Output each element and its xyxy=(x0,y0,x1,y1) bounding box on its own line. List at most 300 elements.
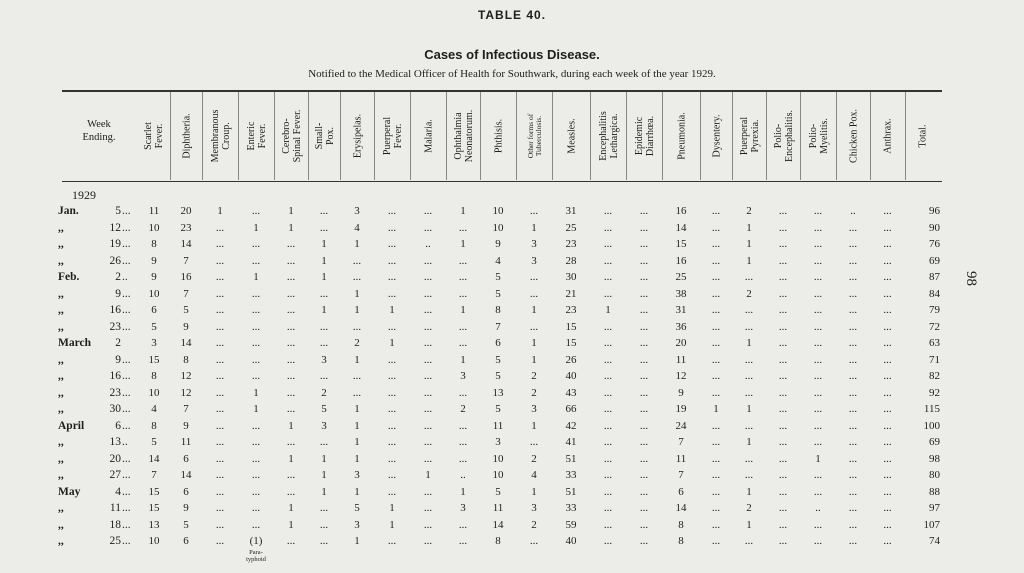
week-ending-cell xyxy=(58,484,138,500)
table-row xyxy=(0,434,1024,450)
table-cell: 15 xyxy=(148,485,160,498)
table-cell: ... xyxy=(423,337,433,349)
day-label: 12 xyxy=(109,221,121,234)
table-row xyxy=(0,401,1024,417)
table-cell: ... xyxy=(813,370,823,382)
table-cell: ... xyxy=(319,535,329,547)
table-cell: ... xyxy=(423,452,433,465)
table-cell: ... xyxy=(603,502,613,514)
table-cell: ... xyxy=(883,403,892,415)
table-cell: ... xyxy=(458,254,468,267)
table-cell: ... xyxy=(603,320,613,333)
week-ending-cell xyxy=(58,286,138,302)
table-cell: ... xyxy=(387,353,397,366)
table-cell: 1 xyxy=(746,518,752,531)
table-cell: ... xyxy=(319,205,329,217)
table-cell: ... xyxy=(423,287,433,300)
table-cell: 5 xyxy=(495,485,501,498)
table-cell: ... xyxy=(319,502,329,514)
table-cell: 1 xyxy=(746,337,752,349)
table-cell: ... xyxy=(215,386,225,399)
table-cell: 1 xyxy=(354,535,360,547)
table-cell: ... xyxy=(215,221,225,234)
page-number: 98 xyxy=(963,271,979,286)
table-cell: 7 xyxy=(678,469,684,481)
table-row xyxy=(0,467,1024,483)
table-cell: ... xyxy=(744,320,754,333)
day-label: 6 xyxy=(115,419,121,432)
table-cell: ... xyxy=(778,386,788,399)
table-cell: 1 xyxy=(460,205,466,217)
column-header-label: Puerperal Fever. xyxy=(381,116,404,156)
table-cell: 1 xyxy=(531,485,537,498)
table-cell: ... xyxy=(813,205,823,217)
table-cell: 1 xyxy=(605,304,611,316)
leader-dots: ... xyxy=(122,353,131,366)
table-cell: ... xyxy=(778,485,788,498)
table-cell: .. xyxy=(850,205,856,217)
table-cell: .. xyxy=(815,502,821,514)
column-header-label: Puerperal Pyrexia. xyxy=(738,116,761,156)
column-header-label: Pneumonia. xyxy=(676,112,687,160)
day-label: 16 xyxy=(109,370,121,382)
total-cell: 87 xyxy=(929,271,940,283)
table-cell: 1 xyxy=(288,205,294,217)
table-cell: ... xyxy=(813,353,823,366)
table-cell: 5 xyxy=(354,502,360,514)
week-ending-cell xyxy=(58,253,138,269)
table-cell: ... xyxy=(603,469,613,481)
table-cell: ... xyxy=(286,287,296,300)
table-cell: 1 xyxy=(321,485,327,498)
table-cell: ... xyxy=(603,353,613,366)
table-cell: ... xyxy=(529,287,539,300)
month-label: ,, xyxy=(58,221,64,234)
table-row xyxy=(0,269,1024,285)
column-header xyxy=(870,92,905,180)
month-label: May xyxy=(58,485,81,498)
table-cell: ... xyxy=(352,271,362,283)
table-cell: ... xyxy=(883,205,892,217)
table-cell: ... xyxy=(711,436,721,448)
table-cell: ... xyxy=(883,452,892,465)
table-cell: ... xyxy=(639,304,649,316)
column-header xyxy=(410,92,446,180)
table-cell: ... xyxy=(848,403,858,415)
table-cell: ... xyxy=(813,304,823,316)
table-cell: 12 xyxy=(675,370,687,382)
table-cell: ... xyxy=(458,518,468,531)
table-cell: ... xyxy=(352,320,362,333)
table-cell: 2 xyxy=(354,337,360,349)
table-cell: ... xyxy=(215,304,225,316)
table-cell: ... xyxy=(286,238,296,250)
table-cell: 2 xyxy=(746,205,752,217)
table-cell: ... xyxy=(848,320,858,333)
table-cell: 9 xyxy=(151,271,157,283)
table-cell: 20 xyxy=(675,337,687,349)
week-ending-cell xyxy=(58,220,138,236)
table-cell: ... xyxy=(883,485,892,498)
table-cell: 15 xyxy=(565,337,577,349)
table-cell: 10 xyxy=(492,205,504,217)
table-cell: ... xyxy=(711,353,721,366)
table-cell: ... xyxy=(423,271,433,283)
table-cell: ... xyxy=(423,403,433,415)
column-header xyxy=(766,92,800,180)
table-cell: 3 xyxy=(460,370,466,382)
table-cell: ... xyxy=(778,271,788,283)
month-label: ,, xyxy=(58,370,64,382)
table-cell: ... xyxy=(286,320,296,333)
table-cell: 1 xyxy=(460,485,466,498)
table-cell: 31 xyxy=(565,205,577,217)
table-cell: ... xyxy=(848,221,858,234)
table-cell: ... xyxy=(744,469,754,481)
table-cell: ... xyxy=(813,485,823,498)
table-cell: ... xyxy=(215,320,225,333)
month-label: ,, xyxy=(58,320,64,333)
month-label: Jan. xyxy=(58,205,79,217)
table-cell: 1 xyxy=(746,403,752,415)
table-row xyxy=(0,451,1024,467)
column-header xyxy=(626,92,662,180)
table-cell: 11 xyxy=(180,436,192,448)
table-cell: 2 xyxy=(746,502,752,514)
leader-dots: ... xyxy=(122,304,131,316)
table-cell: 4 xyxy=(151,403,157,415)
table-cell: 1 xyxy=(531,419,537,432)
table-cell: 4 xyxy=(531,469,537,481)
month-label: ,, xyxy=(58,535,64,547)
table-cell: ... xyxy=(848,386,858,399)
table-cell: ... xyxy=(813,221,823,234)
table-cell: ... xyxy=(639,287,649,300)
total-cell: 71 xyxy=(929,353,940,366)
day-label: 25 xyxy=(109,535,121,547)
table-cell: 10 xyxy=(148,221,160,234)
column-header xyxy=(340,92,374,180)
table-cell: 1 xyxy=(321,452,327,465)
table-cell: 23 xyxy=(180,221,192,234)
leader-dots: ... xyxy=(122,254,131,267)
table-cell: ... xyxy=(215,485,225,498)
table-cell: ... xyxy=(639,353,649,366)
table-cell: 8 xyxy=(183,353,189,366)
table-cell: 15 xyxy=(148,502,160,514)
table-cell: 8 xyxy=(678,535,684,547)
table-cell: 1 xyxy=(321,304,327,316)
table-cell: ... xyxy=(711,485,721,498)
table-cell: ... xyxy=(848,452,858,465)
week-ending-cell xyxy=(58,352,138,368)
table-cell: ... xyxy=(251,502,261,514)
table-cell: ... xyxy=(215,353,225,366)
table-cell: ... xyxy=(603,238,613,250)
table-cell: ... xyxy=(251,419,261,432)
table-cell: ... xyxy=(215,254,225,267)
table-cell: 23 xyxy=(565,304,577,316)
table-cell: ... xyxy=(813,337,823,349)
table-cell: ... xyxy=(744,452,754,465)
month-label: ,, xyxy=(58,353,64,366)
table-cell: 1 xyxy=(746,436,752,448)
table-cell: ... xyxy=(286,436,296,448)
leader-dots: .. xyxy=(122,436,128,448)
column-header xyxy=(516,92,552,180)
table-cell: ... xyxy=(387,403,397,415)
table-cell: ... xyxy=(387,452,397,465)
total-cell: 84 xyxy=(929,287,940,300)
table-cell: 59 xyxy=(565,518,577,531)
table-cell: 7 xyxy=(183,287,189,300)
table-cell: ... xyxy=(711,304,721,316)
table-cell: ... xyxy=(387,254,397,267)
column-header-label: Membranous Croup. xyxy=(209,109,232,163)
table-cell: ... xyxy=(883,238,892,250)
year-label: 1929 xyxy=(72,188,96,202)
table-cell: 43 xyxy=(565,386,577,399)
table-cell: ... xyxy=(529,436,539,448)
table-cell: 1 xyxy=(746,221,752,234)
table-cell: ... xyxy=(639,370,649,382)
table-cell: 1 xyxy=(321,271,327,283)
total-cell: 72 xyxy=(929,320,940,333)
table-row xyxy=(0,253,1024,269)
week-ending-cell xyxy=(58,385,138,401)
table-cell: ... xyxy=(603,452,613,465)
table-cell: ... xyxy=(883,221,892,234)
table-cell: 6 xyxy=(151,304,157,316)
table-cell: 9 xyxy=(183,419,189,432)
table-cell: 3 xyxy=(354,205,360,217)
table-cell: 1 xyxy=(354,452,360,465)
column-header-label: Diphtheria. xyxy=(181,113,192,159)
table-cell: ... xyxy=(744,419,754,432)
day-label: 5 xyxy=(115,205,121,217)
table-cell: ... xyxy=(215,271,225,283)
table-cell: ... xyxy=(387,287,397,300)
table-cell: 1 xyxy=(253,221,259,234)
table-cell: ... xyxy=(286,535,296,547)
table-cell: ... xyxy=(778,254,788,267)
table-cell: 2 xyxy=(531,452,537,465)
table-cell: ... xyxy=(286,469,296,481)
table-cell: ... xyxy=(639,518,649,531)
table-cell: ... xyxy=(251,518,261,531)
table-cell: ... xyxy=(639,535,649,547)
table-cell: ... xyxy=(883,370,892,382)
day-label: 23 xyxy=(109,386,121,399)
table-cell: ... xyxy=(813,535,823,547)
table-cell: 10 xyxy=(492,221,504,234)
column-header-label: Epidemic Diarrhœa. xyxy=(633,115,656,157)
table-cell: 5 xyxy=(495,370,501,382)
table-cell: ... xyxy=(423,386,433,399)
table-cell: 6 xyxy=(495,337,501,349)
week-ending-cell xyxy=(58,203,138,219)
table-cell: 1 xyxy=(425,469,431,481)
table-cell: 1 xyxy=(389,518,395,531)
day-label: 18 xyxy=(109,518,121,531)
table-cell: 66 xyxy=(565,403,577,415)
table-cell: ... xyxy=(883,254,892,267)
table-cell: 28 xyxy=(565,254,577,267)
table-cell: 1 xyxy=(288,518,294,531)
column-header xyxy=(732,92,766,180)
table-cell: ... xyxy=(883,502,892,514)
table-cell: 36 xyxy=(675,320,687,333)
leader-dots: ... xyxy=(122,370,131,382)
table-cell: 20 xyxy=(180,205,192,217)
table-cell: 5 xyxy=(151,320,157,333)
table-row xyxy=(0,302,1024,318)
leader-dots: ... xyxy=(122,238,131,250)
table-subtitle: Notified to the Medical Officer of Health for Southwark, during each week of the year 1929. xyxy=(308,68,716,80)
table-cell: 5 xyxy=(495,403,501,415)
table-cell: ... xyxy=(639,386,649,399)
week-ending-header: Week Ending. xyxy=(82,119,116,143)
table-cell: 3 xyxy=(531,502,537,514)
column-header-label: Polio- Encephalitis. xyxy=(772,110,795,162)
table-cell: 1 xyxy=(354,403,360,415)
table-cell: ... xyxy=(215,535,225,547)
table-cell: 7 xyxy=(183,254,189,267)
table-cell: ... xyxy=(352,254,362,267)
table-cell: ... xyxy=(319,221,329,234)
day-label: 19 xyxy=(109,238,121,250)
table-cell: 3 xyxy=(531,238,537,250)
table-cell: 8 xyxy=(151,370,157,382)
table-cell: 2 xyxy=(531,370,537,382)
week-ending-cell xyxy=(58,517,138,533)
table-cell: 1 xyxy=(288,221,294,234)
table-cell: ... xyxy=(387,320,397,333)
table-cell: ... xyxy=(603,205,613,217)
table-cell: ... xyxy=(639,320,649,333)
table-cell: 14 xyxy=(675,221,687,234)
table-cell: 14 xyxy=(675,502,687,514)
week-ending-cell xyxy=(58,335,138,351)
table-cell: 38 xyxy=(675,287,687,300)
column-header xyxy=(238,92,274,180)
day-label: 27 xyxy=(109,469,121,481)
table-cell: 1 xyxy=(354,238,360,250)
table-cell: ... xyxy=(603,254,613,267)
column-header xyxy=(905,92,940,180)
table-cell: ... xyxy=(639,436,649,448)
table-cell: 8 xyxy=(151,419,157,432)
table-cell: ... xyxy=(813,320,823,333)
table-cell: ... xyxy=(848,337,858,349)
table-cell: 1 xyxy=(354,304,360,316)
month-label: ,, xyxy=(58,436,64,448)
table-cell: ... xyxy=(778,469,788,481)
table-cell: ... xyxy=(639,271,649,283)
table-row xyxy=(0,368,1024,384)
leader-dots: ... xyxy=(122,469,131,481)
table-cell: ... xyxy=(423,304,433,316)
table-cell: ... xyxy=(848,287,858,300)
table-cell: 6 xyxy=(678,485,684,498)
table-cell: ... xyxy=(423,353,433,366)
table-cell: 1 xyxy=(253,386,259,399)
table-cell: (1) xyxy=(249,535,263,547)
table-cell: 6 xyxy=(183,452,189,465)
table-cell: ... xyxy=(215,452,225,465)
table-cell: ... xyxy=(848,271,858,283)
table-cell: ... xyxy=(423,485,433,498)
column-header-label: Cerebro- Spinal Fever. xyxy=(280,109,303,163)
table-cell: ... xyxy=(387,469,397,481)
total-cell: 107 xyxy=(923,518,940,531)
table-cell: ... xyxy=(603,337,613,349)
table-cell: ... xyxy=(387,370,397,382)
table-cell: ... xyxy=(639,403,649,415)
table-cell: 2 xyxy=(531,518,537,531)
table-cell: ... xyxy=(603,485,613,498)
table-row xyxy=(0,533,1024,549)
month-label: ,, xyxy=(58,304,64,316)
table-cell: 23 xyxy=(565,238,577,250)
column-header xyxy=(836,92,870,180)
table-cell: ... xyxy=(251,238,261,250)
leader-dots: ... xyxy=(122,452,131,465)
table-cell: 5 xyxy=(183,518,189,531)
table-cell: ... xyxy=(639,419,649,432)
day-label: 2 xyxy=(115,271,121,283)
leader-dots: ... xyxy=(122,485,131,498)
column-header xyxy=(308,92,340,180)
table-cell: ... xyxy=(423,518,433,531)
table-cell: ... xyxy=(603,518,613,531)
table-cell: ... xyxy=(639,337,649,349)
total-cell: 69 xyxy=(929,254,940,267)
month-label: ,, xyxy=(58,502,64,514)
table-cell: ... xyxy=(744,370,754,382)
table-cell: 3 xyxy=(354,518,360,531)
day-label: 9 xyxy=(115,287,121,300)
table-cell: 11 xyxy=(148,205,160,217)
table-cell: ... xyxy=(711,469,721,481)
table-cell: 9 xyxy=(151,254,157,267)
column-header xyxy=(374,92,410,180)
leader-dots: .. xyxy=(122,271,128,283)
table-cell: 5 xyxy=(495,287,501,300)
month-label: Feb. xyxy=(58,271,80,283)
table-cell: 1 xyxy=(389,337,395,349)
table-cell: ... xyxy=(848,370,858,382)
table-cell: ... xyxy=(387,419,397,432)
total-cell: 115 xyxy=(923,403,940,415)
column-header xyxy=(170,92,202,180)
table-cell: 3 xyxy=(495,436,501,448)
table-cell: ... xyxy=(387,238,397,250)
table-cell: ... xyxy=(813,271,823,283)
table-cell: ... xyxy=(639,205,649,217)
table-cell: ... xyxy=(215,469,225,481)
table-cell: ... xyxy=(529,320,539,333)
table-title: Cases of Infectious Disease. xyxy=(424,47,600,62)
table-cell: 1 xyxy=(288,452,294,465)
table-cell: 11 xyxy=(675,452,687,465)
total-cell: 100 xyxy=(923,419,940,432)
total-cell: 92 xyxy=(929,386,940,399)
table-cell: ... xyxy=(458,287,468,300)
table-cell: 14 xyxy=(492,518,504,531)
table-cell: ... xyxy=(639,469,649,481)
week-ending-cell xyxy=(58,451,138,467)
